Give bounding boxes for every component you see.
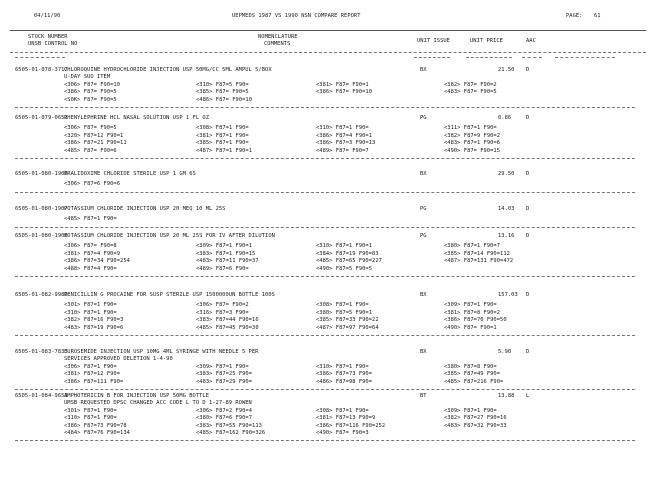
usage-cell: <485> F87=1 F90= bbox=[64, 216, 117, 223]
usage-cell: <310> F87=1 F90= bbox=[316, 125, 369, 132]
usage-cell: <483> F87=19 F90=6 bbox=[64, 324, 124, 331]
usage-cell: <309> F87=1 F90= bbox=[444, 407, 497, 414]
usage-cell: <483> F87=1 F90=6 bbox=[444, 140, 501, 147]
item-comment: U-DAY SUO ITEM bbox=[64, 74, 111, 81]
usage-cell: <380> F87=8 F90= bbox=[444, 363, 497, 370]
item-unit-price: 5.90 bbox=[498, 349, 512, 355]
usage-cell: <301> F87=1 F90= bbox=[64, 407, 117, 414]
header-rule-bottom bbox=[10, 52, 646, 53]
item-unit-price: 29.50 bbox=[498, 171, 515, 177]
item-description: POTASSIUM CHLORIDE INJECTION USP 20 ML 25S FOR IV AFTER DILUTION bbox=[64, 233, 275, 239]
item-separator bbox=[15, 440, 635, 441]
item-unit-price: 21.50 bbox=[498, 67, 515, 73]
page-number: 61 bbox=[594, 13, 601, 19]
usage-cell: <487> F87=97 F90=64 bbox=[316, 324, 379, 331]
usage-cell: <381> F87=13 F90=9 bbox=[316, 415, 376, 422]
usage-cell: <483> F87=32 F90=33 bbox=[444, 422, 507, 429]
rule-stock-col bbox=[15, 57, 65, 58]
header-rule-top bbox=[10, 30, 646, 31]
usage-cell: <382> F87=27 F90=16 bbox=[444, 415, 507, 422]
item-unit-price: 13.16 bbox=[498, 233, 515, 239]
usage-cell: <485> F87=45 F90=30 bbox=[196, 324, 259, 331]
usage-cell: <306> F87= F90=10 bbox=[64, 81, 121, 88]
col-nomenclature: NOMENCLATURE bbox=[258, 34, 298, 40]
usage-cell: <381> F87=12 F90= bbox=[64, 371, 121, 378]
item-aac: D bbox=[526, 206, 530, 212]
item-aac: D bbox=[526, 349, 530, 355]
item-description: AMPHOTERICIN B FOR INJECTION USP 50MG BOTTLE bbox=[64, 393, 209, 399]
usage-cell: <382> F87= F90=2 bbox=[444, 81, 497, 88]
usage-cell: <306> F87=1 F90= bbox=[64, 363, 117, 370]
usage-cell: <485> F87=65 F90=227 bbox=[316, 258, 382, 265]
usage-cell: <484> F87=76 F90=134 bbox=[64, 430, 130, 436]
item-aac: D bbox=[526, 115, 530, 121]
col-aac: AAC bbox=[526, 38, 536, 44]
usage-cell: <386> F87=116 F90=252 bbox=[316, 422, 386, 429]
item-comment: SERVICES APPROVED DELETION 1-4-90 bbox=[64, 356, 173, 363]
item-nsn: 6505-01-078-3717 bbox=[15, 67, 68, 73]
usage-cell: <383> F87=55 F90=113 bbox=[196, 422, 262, 429]
usage-cell: <485> F87=162 F90=326 bbox=[196, 430, 266, 436]
page-label: PAGE: bbox=[566, 13, 583, 19]
usage-cell: <306> F87= F90=2 bbox=[196, 302, 249, 309]
usage-cell: <385> F87=33 F90=22 bbox=[316, 317, 379, 324]
item-aac: L bbox=[526, 393, 530, 399]
item-description: POTASSIUM CHLORIDE INJECTION USP 20 MEQ 10 ML 25S bbox=[64, 206, 226, 212]
usage-cell: <386> F87=34 F90=254 bbox=[64, 258, 130, 265]
usage-cell: <381> F87=8 F90=2 bbox=[444, 309, 501, 316]
item-nsn: 6505-01-083-7833 bbox=[15, 349, 68, 355]
col-unit-price: UNIT PRICE bbox=[470, 38, 503, 44]
usage-cell: <383> F87=44 F90=16 bbox=[196, 317, 259, 324]
usage-cell: <381> F87=4 F90=9 bbox=[64, 250, 121, 257]
usage-cell: <384> F87=19 F90=83 bbox=[316, 250, 379, 257]
item-description: PENICILLIN G PROCAINE FOR SUSP STERILE USP 1500000UN BOTTLE 100S bbox=[64, 292, 275, 298]
item-unit-price: 157.03 bbox=[498, 292, 518, 298]
report-date: 04/11/90 bbox=[34, 13, 61, 19]
item-description: PRALIDOXIME CHLORIDE STERILE USP 1 GM 6S bbox=[64, 171, 196, 177]
item-aac: D bbox=[526, 67, 530, 73]
usage-cell: <487> F87=131 F90=472 bbox=[444, 258, 514, 265]
usage-cell: <385> F87=14 F90=112 bbox=[444, 250, 510, 257]
usage-cell: <386> F87= F90=5 bbox=[64, 89, 117, 96]
usage-cell: <383> F87=25 F90= bbox=[196, 371, 253, 378]
usage-cell: <380> F87=5 F90=1 bbox=[316, 309, 373, 316]
item-unit-price: 0.86 bbox=[498, 115, 512, 121]
item-aac: D bbox=[526, 292, 530, 298]
item-unit-price: 14.03 bbox=[498, 206, 515, 212]
usage-cell: <386> F87=111 F90= bbox=[64, 378, 124, 385]
usage-cell: <310> F87=1 F90= bbox=[64, 309, 117, 316]
item-description: PHENYLEPHRINE HCL NASAL SOLUTION USP 1 FL OZ bbox=[64, 115, 209, 121]
usage-cell: <489> F87=6 F90= bbox=[196, 265, 249, 272]
item-aac: D bbox=[526, 171, 530, 177]
usage-cell: <301> F87=1 F90= bbox=[64, 302, 117, 309]
usage-cell: <308> F87=1 F90= bbox=[316, 302, 369, 309]
usage-cell: <306> F87=2 F90=4 bbox=[196, 407, 253, 414]
usage-cell: <310> F87=1 F90=1 bbox=[316, 243, 373, 250]
usage-cell: <308> F87=1 F90= bbox=[196, 125, 249, 132]
item-aac: D bbox=[526, 233, 530, 239]
rule-price-col bbox=[466, 57, 512, 58]
usage-cell: <483> F87=11 F90=37 bbox=[196, 258, 259, 265]
rule-extra-col bbox=[555, 57, 615, 58]
usage-cell: <490> F87= F90=3 bbox=[316, 430, 369, 436]
usage-cell: <306> F87= F90=5 bbox=[64, 125, 117, 132]
usage-cell: <490> F87=5 F90=5 bbox=[316, 265, 373, 272]
usage-cell: <380> F87=1 F90=7 bbox=[444, 243, 501, 250]
col-control-no: UNSB CONTROL NO bbox=[28, 41, 78, 47]
usage-cell: <320> F87=12 F90=1 bbox=[64, 132, 124, 139]
usage-cell: <380> F87=6 F90=7 bbox=[196, 415, 253, 422]
usage-cell: <385> F87= F90=5 bbox=[196, 89, 249, 96]
usage-cell: <386> F87=73 F90= bbox=[316, 371, 373, 378]
usage-cell: <310> F87=1 F90= bbox=[64, 415, 117, 422]
usage-cell: <490> F87= F90=15 bbox=[444, 147, 501, 154]
usage-cell: <487> F87=1 F90=1 bbox=[196, 147, 253, 154]
usage-cell: <385> F87=1 F90= bbox=[196, 140, 249, 147]
rule-aac-col bbox=[522, 57, 542, 58]
item-comment: UMSB REQUESTED DPSC CHANGED ACC CODE L TO D 1-27-89 ROWEN bbox=[64, 400, 252, 407]
usage-cell: <386> F87= F90=10 bbox=[316, 89, 373, 96]
usage-cell: <311> F87=1 F90= bbox=[444, 125, 497, 132]
usage-cell: <486> F87=98 F90= bbox=[316, 378, 373, 385]
usage-cell: <306> F87= F90=8 bbox=[64, 243, 117, 250]
report-title: UEPMEDS 1987 VS 1990 NSN COMPARE REPORT bbox=[232, 13, 361, 19]
item-unit-issue: PG bbox=[420, 206, 427, 212]
item-nsn: 6505-01-080-1908 bbox=[15, 233, 68, 239]
usage-cell: <316> F87=3 F90= bbox=[196, 309, 249, 316]
usage-cell: <488> F87=4 F90= bbox=[64, 265, 117, 272]
item-unit-issue: BX bbox=[420, 292, 427, 298]
usage-cell: <486> F87= F90=10 bbox=[196, 96, 253, 103]
usage-cell: <381> F87=1 F90= bbox=[196, 132, 249, 139]
usage-cell: <386> F87=70 F90=50 bbox=[444, 317, 507, 324]
item-description: CHLOROQUINE HYDROCHLORIDE INJECTION USP 50MG/CC 5ML AMPUL 5/BOX bbox=[64, 67, 272, 73]
item-separator bbox=[15, 389, 635, 390]
item-separator bbox=[15, 107, 635, 108]
usage-cell: <490> F87= F90=1 bbox=[444, 324, 497, 331]
item-separator bbox=[15, 192, 635, 193]
usage-cell: <386> F87=4 F90=1 bbox=[316, 132, 373, 139]
usage-cell: <382> F87=9 F90=2 bbox=[444, 132, 501, 139]
item-unit-issue: BX bbox=[420, 349, 427, 355]
item-unit-issue: PG bbox=[420, 115, 427, 121]
item-nsn: 6505-01-080-1907 bbox=[15, 206, 68, 212]
usage-cell: <386> F87=21 F90=11 bbox=[64, 140, 127, 147]
usage-cell: <485> F87= F90=6 bbox=[64, 147, 117, 154]
item-separator bbox=[15, 158, 635, 159]
usage-cell: <308> F87=1 F90= bbox=[316, 407, 369, 414]
item-separator bbox=[15, 227, 635, 228]
usage-cell: <310> F87=5 F90= bbox=[196, 81, 249, 88]
usage-cell: <386> F87=73 F90=78 bbox=[64, 422, 127, 429]
usage-cell: <483> F87= F90=5 bbox=[444, 89, 497, 96]
usage-cell: <385> F87=49 F90= bbox=[444, 371, 501, 378]
col-comments: COMMENTS bbox=[264, 41, 291, 47]
usage-cell: <309> F87=1 F90= bbox=[444, 302, 497, 309]
item-description: FUROSEMIDE INJECTION USP 10MG 4ML SYRINGE WITH NEEDLE 5 PER bbox=[64, 349, 259, 355]
usage-cell: <381> F87= F90=1 bbox=[316, 81, 369, 88]
col-unit-issue: UNIT ISSUE bbox=[417, 38, 450, 44]
usage-cell: <S0K> F87= F90=5 bbox=[64, 96, 117, 103]
usage-cell: <310> F87=1 F90= bbox=[316, 363, 369, 370]
item-unit-issue: PG bbox=[420, 233, 427, 239]
usage-cell: <485> F87=216 F90= bbox=[444, 378, 504, 385]
usage-cell: <382> F87=16 F90=3 bbox=[64, 317, 124, 324]
item-nsn: 6505-01-084-9653 bbox=[15, 393, 68, 399]
col-stock-number: STOCK NUMBER bbox=[28, 34, 68, 40]
usage-cell: <309> F87=1 F90= bbox=[196, 363, 249, 370]
usage-cell: <386> F87=3 F90=13 bbox=[316, 140, 376, 147]
usage-cell: <309> F87=1 F90=1 bbox=[196, 243, 253, 250]
item-nsn: 6505-01-082-9980 bbox=[15, 292, 68, 298]
usage-cell: <489> F87= F90=7 bbox=[316, 147, 369, 154]
usage-cell: <483> F87=29 F90= bbox=[196, 378, 253, 385]
item-unit-issue: BX bbox=[420, 67, 427, 73]
item-nsn: 6505-01-079-0651 bbox=[15, 115, 68, 121]
usage-cell: <383> F87=1 F90=15 bbox=[196, 250, 256, 257]
item-unit-issue: BX bbox=[420, 171, 427, 177]
usage-cell: <306> F87=6 F90=6 bbox=[64, 181, 121, 188]
item-unit-issue: BT bbox=[420, 393, 427, 399]
item-unit-price: 13.88 bbox=[498, 393, 515, 399]
item-separator bbox=[15, 276, 635, 277]
item-separator bbox=[15, 335, 635, 336]
rule-unit-col bbox=[414, 57, 450, 58]
item-nsn: 6505-01-080-1906 bbox=[15, 171, 68, 177]
